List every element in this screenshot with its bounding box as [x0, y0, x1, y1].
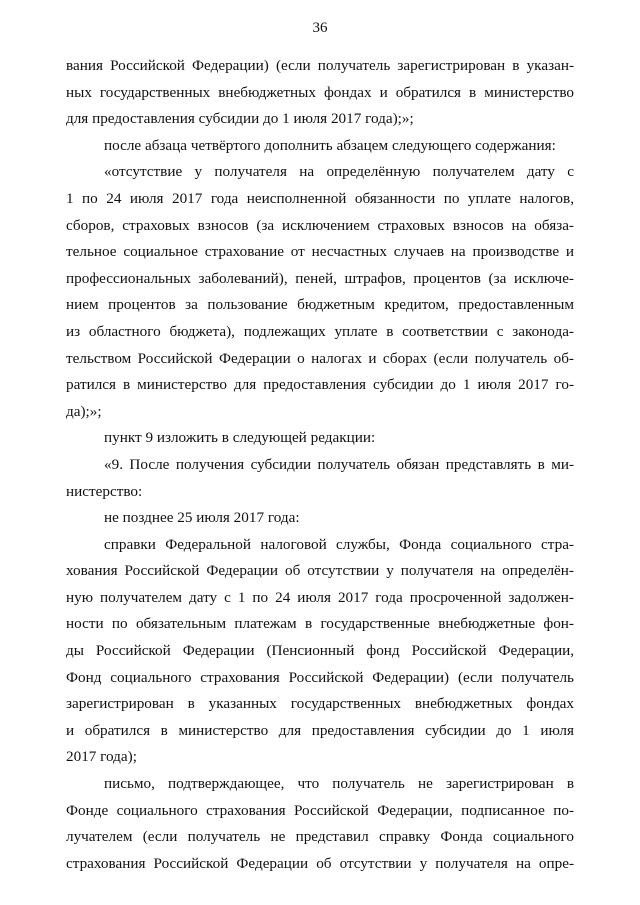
text-line: профессиональных заболеваний), пеней, штрафов, процентов (за исключе-: [66, 269, 574, 287]
text-line: после абзаца четвёртого дополнить абзацем следующего содержания:: [104, 136, 556, 154]
text-line: ратился в министерство для предоставления субсидии до 1 июля 2017 го-: [66, 376, 574, 394]
text-line: нистерство:: [66, 482, 143, 500]
text-line: для предоставления субсидии до 1 июля 2017 года);»;: [66, 110, 414, 128]
text-line: страхования Российской Федерации об отсутствии у получателя на опре-: [66, 854, 574, 872]
text-line: тельством Российской Федерации о налогах и сборах (если получатель об-: [66, 349, 574, 367]
text-line: лучателем (если получатель не представил справку Фонда социального: [66, 828, 574, 846]
text-line: не позднее 25 июля 2017 года:: [104, 509, 300, 527]
text-line: сборов, страховых взносов (за исключением страховых взносов на обяза-: [66, 216, 574, 234]
text-line: хования Российской Федерации об отсутствии у получателя на определён-: [66, 562, 574, 580]
text-line: из областного бюджета), подлежащих уплате в соответствии с законода-: [66, 322, 574, 340]
text-line: да);»;: [66, 402, 102, 420]
document-body: [66, 53, 574, 877]
text-line: ды Российской Федерации (Пенсионный фонд Российской Федерации,: [66, 642, 574, 660]
text-line: письмо, подтверждающее, что получатель не зарегистрирован в: [104, 775, 574, 793]
text-line: ных государственных внебюджетных фондах и обратился в министерство: [66, 83, 574, 101]
text-line: зарегистрирован в указанных государственных внебюджетных фондах: [66, 695, 574, 713]
text-line: «9. После получения субсидии получатель обязан представлять в ми-: [104, 455, 574, 473]
text-line: вания Российской Федерации) (если получатель зарегистрирован в указан-: [66, 57, 574, 74]
text-line: ную получателем дату с 1 по 24 июля 2017 года просроченной задолжен-: [66, 588, 574, 606]
text-line: 1 по 24 июля 2017 года неисполненной обязанности по уплате налогов,: [66, 189, 574, 207]
text-line: пункт 9 изложить в следующей редакции:: [104, 429, 376, 447]
text-line: Фонде социального страхования Российской Федерации, подписанное по-: [66, 801, 574, 819]
page-number: 36: [312, 20, 328, 36]
text-line: нием процентов за пользование бюджетным кредитом, предоставленным: [66, 296, 574, 314]
text-line: и обратился в министерство для предоставления субсидии до 1 июля: [66, 721, 574, 739]
text-line: 2017 года);: [66, 748, 137, 766]
text-line: Фонд социального страхования Российской Федерации) (если получатель: [66, 668, 574, 686]
text-line: «отсутствие у получателя на определённую получателем дату с: [104, 163, 574, 181]
text-line: тельное социальное страхование от несчастных случаев на производстве и: [66, 243, 574, 261]
text-line: ности по обязательным платежам в государственные внебюджетные фон-: [66, 615, 574, 633]
text-line: справки Федеральной налоговой службы, Фонда социального стра-: [104, 535, 574, 553]
